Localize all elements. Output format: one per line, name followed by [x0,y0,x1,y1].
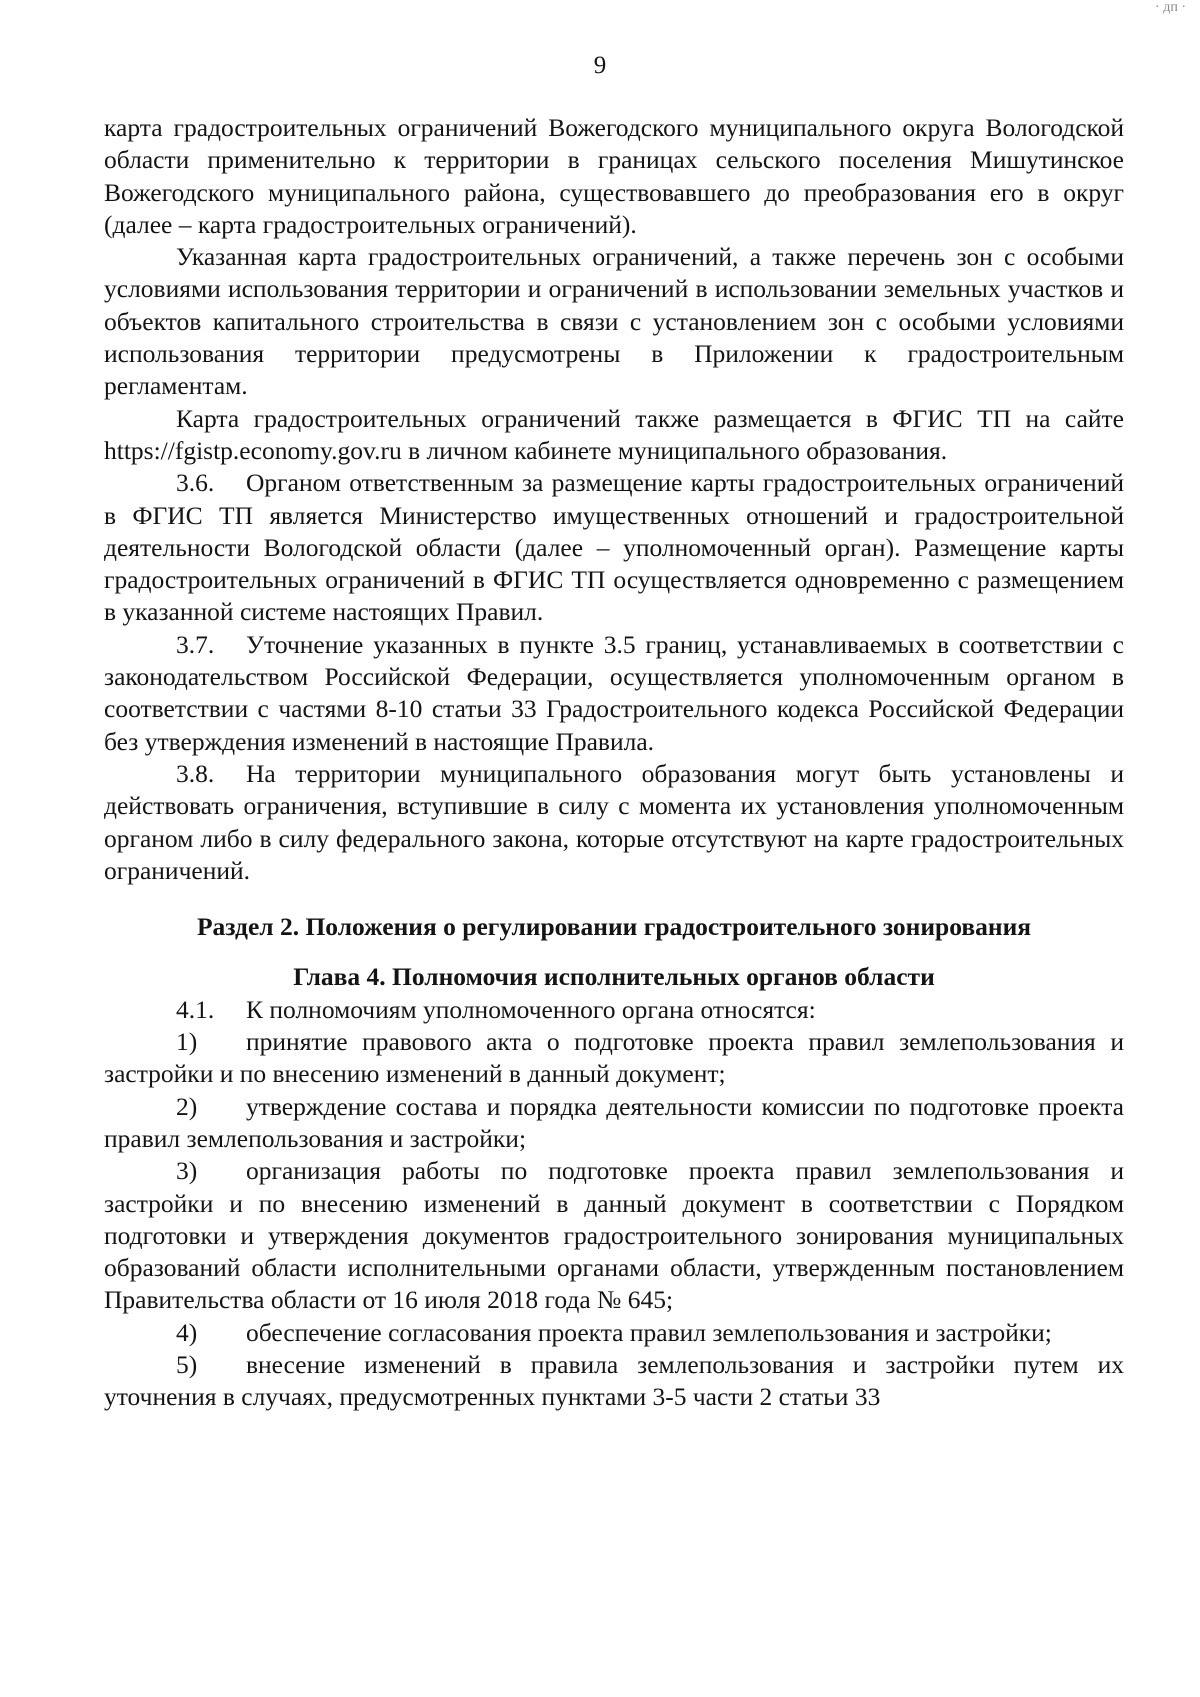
paragraph-map-publication: Карта градостроительных ограничений также размещается в ФГИС ТП на сайте https://fgistp.economy.gov.ru в личном кабинете муниципального образования. [104,403,1124,465]
clause-text: Уточнение указанных в пункте 3.5 границ, устанавливаемых в соответствии с законодательством Российской Федерации, осуществляется уполномоченным органом в соответствии с частями 8-10 статьи 33 Градостроительного кодекса Российской Федерации без утверждения изменений в настоящие Правила. [104,629,1124,756]
clause-number: 4.1. [176,994,215,1024]
page-number: 9 [593,52,607,79]
chapter-heading: Глава 4. Полномочия исполнительных органов области [293,962,935,992]
document-body [104,112,1124,1414]
clause-text: Органом ответственным за размещение карты градостроительных ограничений в ФГИС ТП является Министерство имущественных отношений и градостроительной деятельности Вологодской области (далее – уполномоченный орган). Размещение карты градостроительных ограничений в ФГИС ТП осуществляется одновременно с размещением в указанной системе настоящих Правил. [104,468,1124,627]
section-heading: Раздел 2. Положения о регулировании градостроительного зонирования [196,912,1032,942]
list-item-number: 5) [176,1349,198,1379]
clause-3-8 [104,758,1124,887]
clause-text: К полномочиям уполномоченного органа относятся: [246,994,816,1024]
clause-number: 3.7. [176,629,215,659]
list-item [104,1349,1124,1414]
list-item-number: 3) [176,1156,198,1186]
clause-3-6 [104,467,1124,628]
list-item [104,1317,1124,1349]
clause-number: 3.6. [176,468,215,498]
list-item-number: 2) [176,1091,198,1121]
clause-4-1 [104,994,1124,1026]
corner-scan-mark: · дп · [1155,0,1186,15]
list-item [104,1155,1124,1316]
list-item-text: обеспечение согласования проекта правил землепользования и застройки; [246,1317,1052,1347]
intro-paragraph: карта градостроительных ограничений Вожегодского муниципального округа Вологодской области применительно к территории в границах сельского поселения Мишутинское Вожегодского муниципального района, существовавшего до преобразования его в округ (далее – карта градостроительных ограничений). [104,113,1124,239]
list-item-text: внесение изменений в правила землепользования и застройки путем их уточнения в случаях, предусмотренных пунктами 3-5 части 2 статьи 33 [104,1349,1124,1412]
list-item-text: утверждение состава и порядка деятельности комиссии по подготовке проекта правил землепользования и застройки; [104,1091,1124,1153]
list-item [104,1091,1124,1156]
clause-number: 3.8. [176,758,215,788]
clause-text: На территории муниципального образования могут быть установлены и действовать ограничения, вступившие в силу с момента их установления уполномоченным органом либо в силу федерального закона, которые отсутствуют на карте градостроительных ограничений. [104,758,1124,885]
list-item-text: организация работы по подготовке проекта правил землепользования и застройки и по внесению изменений в данный документ в соответствии с Порядком подготовки и утверждения документов градостроительного зонирования муниципальных образований области исполнительными органами области, утвержденным постановлением Правительства области от 16 июля 2018 года № 645; [104,1156,1124,1315]
paragraph-map-list: Указанная карта градостроительных ограничений, а также перечень зон с особыми условиями использования территории и ограничений в использовании земельных участков и объектов капитального строительства в связи с установлением зон с особыми условиями использования территории предусмотрены в Приложении к градостроительным регламентам. [104,242,1124,401]
list-item-number: 1) [176,1027,198,1057]
list-item-number: 4) [176,1317,198,1347]
list-item [104,1026,1124,1091]
list-item-text: принятие правового акта о подготовке проекта правил землепользования и застройки и по внесению изменений в данный документ; [104,1027,1124,1089]
clause-3-7 [104,629,1124,758]
